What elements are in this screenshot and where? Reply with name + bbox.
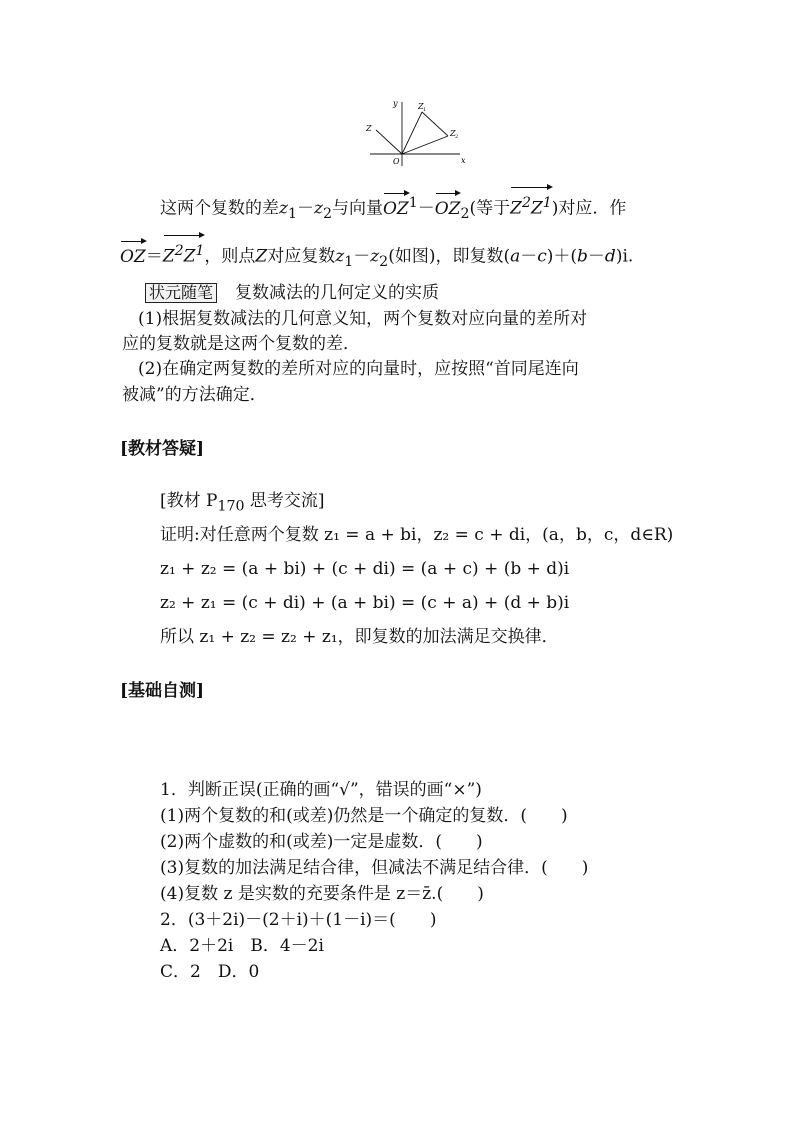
var-z: z bbox=[279, 198, 288, 219]
vector-oz-label: OZ bbox=[120, 246, 146, 267]
minus: － bbox=[296, 198, 314, 219]
vector-z2z1-label: Z bbox=[162, 246, 175, 267]
label-y: y bbox=[393, 99, 398, 108]
exercise-q2-options-cd: C．2 D．0 bbox=[160, 962, 260, 982]
vector-oz2-label: OZ bbox=[434, 198, 461, 219]
label-o: O bbox=[393, 157, 400, 166]
text-segment: 对应复数 bbox=[267, 246, 336, 267]
minus: － bbox=[587, 246, 605, 267]
text-segment: )＋( bbox=[546, 246, 578, 267]
vector-oz1-label: OZ bbox=[382, 198, 409, 219]
exercise-q2-options-ab: A．2＋2i B．4－2i bbox=[160, 936, 324, 956]
minus: － bbox=[417, 198, 435, 219]
note-p1-line1: (1)根据复数减法的几何意义知，两个复数对应向量的差所对 bbox=[138, 309, 588, 329]
exercise-q1-1: (1)两个复数的和(或差)仍然是一个确定的复数．( ) bbox=[160, 806, 568, 826]
superscript: 1 bbox=[408, 195, 418, 211]
exercise-q1-4: (4)复数 z 是实数的充要条件是 z＝z̄.( ) bbox=[160, 884, 484, 904]
exercise-q1-2: (2)两个虚数的和(或差)一定是虚数．( ) bbox=[160, 832, 483, 852]
text-segment: 思考交流] bbox=[244, 491, 325, 511]
proof-line2: z₁ + z₂ = (a + bi) + (c + di) = (a + c) + (b + d)i bbox=[160, 559, 570, 579]
vector-z2z1-label: Z bbox=[530, 198, 543, 219]
subscript: 2 bbox=[322, 206, 332, 223]
vector-z2z1-label: Z bbox=[183, 246, 196, 267]
label-z2: Z bbox=[450, 129, 456, 138]
section-title-selftest: [基础自测] bbox=[120, 681, 205, 701]
equals: ＝ bbox=[145, 246, 163, 267]
var-d: d bbox=[604, 246, 616, 267]
subscript: 2 bbox=[460, 206, 470, 223]
proof-ref bbox=[160, 490, 325, 517]
vector-z2z1-label: Z bbox=[510, 198, 522, 219]
note-badge: 状元随笔 bbox=[145, 283, 217, 303]
complex-plane-figure bbox=[362, 96, 474, 170]
subscript: 1 bbox=[287, 206, 297, 223]
var-b: b bbox=[577, 246, 588, 267]
label-z: Z bbox=[366, 124, 372, 133]
label-x: x bbox=[461, 156, 466, 165]
note-p2-line1: (2)在确定两复数的差所对应的向量时，应按照“首同尾连向 bbox=[138, 359, 579, 379]
subscript: 170 bbox=[217, 498, 245, 515]
text-segment: )i. bbox=[615, 246, 634, 267]
text-segment: 这两个复数的差 bbox=[160, 198, 279, 219]
vector-z2z1 bbox=[422, 112, 448, 136]
text-segment: 与向量 bbox=[331, 198, 383, 219]
vector-oz bbox=[376, 130, 402, 154]
text-segment: [教材 P bbox=[160, 491, 218, 511]
text-segment: (等于 bbox=[469, 198, 511, 219]
superscript: 1 bbox=[542, 195, 552, 211]
note-title: 复数减法的几何定义的实质 bbox=[235, 283, 440, 303]
subscript: 2 bbox=[379, 254, 389, 271]
text-segment: )对应．作 bbox=[551, 198, 627, 219]
section-title-textbook: [教材答疑] bbox=[120, 439, 205, 459]
para1-line1 bbox=[160, 192, 626, 225]
note-p2-line2: 被减”的方法确定． bbox=[122, 385, 267, 405]
note-header bbox=[145, 282, 439, 304]
text-segment: (如图)，即复数( bbox=[388, 246, 511, 267]
superscript: 2 bbox=[174, 243, 184, 259]
note-p1-line2: 应的复数就是这两个复数的差． bbox=[122, 334, 360, 354]
var-z: z bbox=[313, 198, 323, 219]
para1-line2 bbox=[120, 240, 633, 273]
label-z2-sub: 2 bbox=[455, 134, 459, 140]
text-segment: ，则点 bbox=[204, 246, 256, 267]
label-z1-sub: 1 bbox=[423, 107, 427, 113]
superscript: 1 bbox=[195, 243, 205, 259]
subscript: 1 bbox=[344, 254, 354, 271]
label-z1: Z bbox=[418, 102, 424, 111]
superscript: 2 bbox=[521, 195, 531, 211]
exercise-q1-3: (3)复数的加法满足结合律，但减法不满足结合律．( ) bbox=[160, 858, 589, 878]
minus: － bbox=[353, 246, 371, 267]
var-a: a bbox=[510, 246, 521, 267]
exercise-q2: 2．(3＋2i)－(2＋i)＋(1－i)＝( ) bbox=[160, 910, 437, 930]
proof-line1: 证明:对任意两个复数 z₁ = a + bi，z₂ = c + di，(a，b，c，d∈R) bbox=[160, 525, 674, 545]
proof-line3: z₂ + z₁ = (c + di) + (a + bi) = (c + a) + (d + b)i bbox=[160, 593, 570, 613]
minus: － bbox=[520, 246, 538, 267]
exercise-q1: 1．判断正误(正确的画“√”，错误的画“×”) bbox=[160, 780, 482, 800]
var-z: z bbox=[335, 246, 345, 267]
proof-line4: 所以 z₁ + z₂ = z₂ + z₁，即复数的加法满足交换律． bbox=[160, 627, 559, 647]
var-c: c bbox=[537, 246, 547, 267]
var-z: z bbox=[370, 246, 380, 267]
var-z: Z bbox=[255, 246, 268, 267]
